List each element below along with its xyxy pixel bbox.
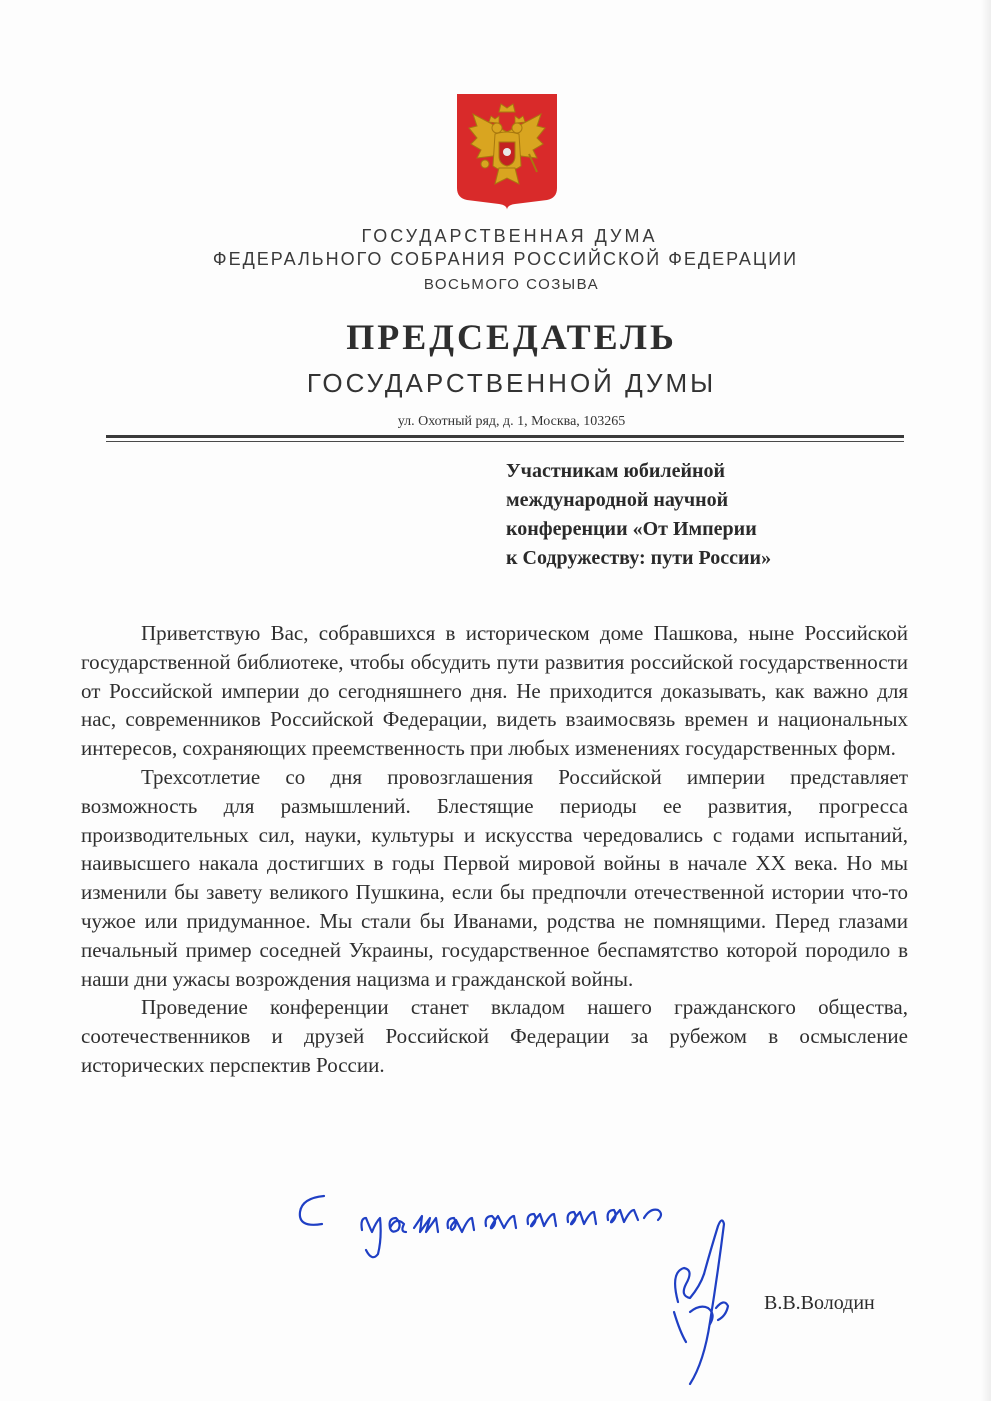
russian-coat-of-arms-icon: [455, 92, 559, 210]
body-paragraph: Проведение конференции станет вкладом нашего гражданского общества, соотечественников и друзей Российской Федерации за рубежом в осмысление исторических перспектив России.: [81, 995, 908, 1077]
letterhead-divider: [106, 435, 904, 438]
letterhead-divider-thin: [106, 441, 904, 442]
handwritten-greeting-icon: [292, 1188, 682, 1268]
handwritten-signature-icon: [660, 1212, 740, 1392]
page-subtitle: ГОСУДАРСТВЕННОЙ ДУМЫ: [306, 368, 717, 398]
body-paragraph: Приветствую Вас, собравшихся в историческом доме Пашкова, ныне Российской государственной библиотеке, чтобы обсудить пути развития российской государственности от Российской империи до сегодняшнего дня. Не приходится доказывать, как важно для нас, современников Российской Федерации, видеть взаимосвязь времен и национальных интересов, сохраняющих преемственность при любых изменениях государственных форм.: [81, 621, 908, 761]
letter-body: [81, 619, 908, 1080]
header-line-assembly: ФЕДЕРАЛЬНОГО СОБРАНИЯ РОССИЙСКОЙ ФЕДЕРАЦИИ: [212, 249, 799, 269]
addressee-block: [506, 457, 886, 573]
page-title: ПРЕДСЕДАТЕЛЬ: [346, 317, 677, 357]
signer-name: В.В.Володин: [764, 1292, 875, 1314]
body-paragraph: Трехсотлетие со дня провозглашения Российской империи представляет возможность для размышлений. Блестящие периоды ее развития, прогресса производительных сил, науки, культуры и искусства чередовались с годами испытаний, наивысшего накала достигших в годы Первой мировой войны в начале XX века. Но мы изменили бы завету великого Пушкина, если бы предпочли отечественной истории что-то чужое или придуманное. Мы стали бы Иванами, родства не помнящими. Перед глазами печальный пример соседней Украины, государственное беспамятство которой породило в наши дни ужасы возрождения нацизма и гражданской войны.: [81, 764, 908, 991]
scan-edge: [981, 0, 991, 1401]
header-line-duma: ГОСУДАРСТВЕННАЯ ДУМА: [361, 226, 658, 246]
addressee-line: Участникам юбилейной: [506, 460, 726, 482]
addressee-line: конференции «От Империи: [506, 518, 757, 540]
letterhead-address: ул. Охотный ряд, д. 1, Москва, 103265: [397, 414, 626, 429]
addressee-line: международной научной: [506, 489, 729, 511]
addressee-line: к Содружеству: пути России»: [506, 547, 772, 569]
header-line-convocation: ВОСЬМОГО СОЗЫВА: [423, 276, 600, 293]
